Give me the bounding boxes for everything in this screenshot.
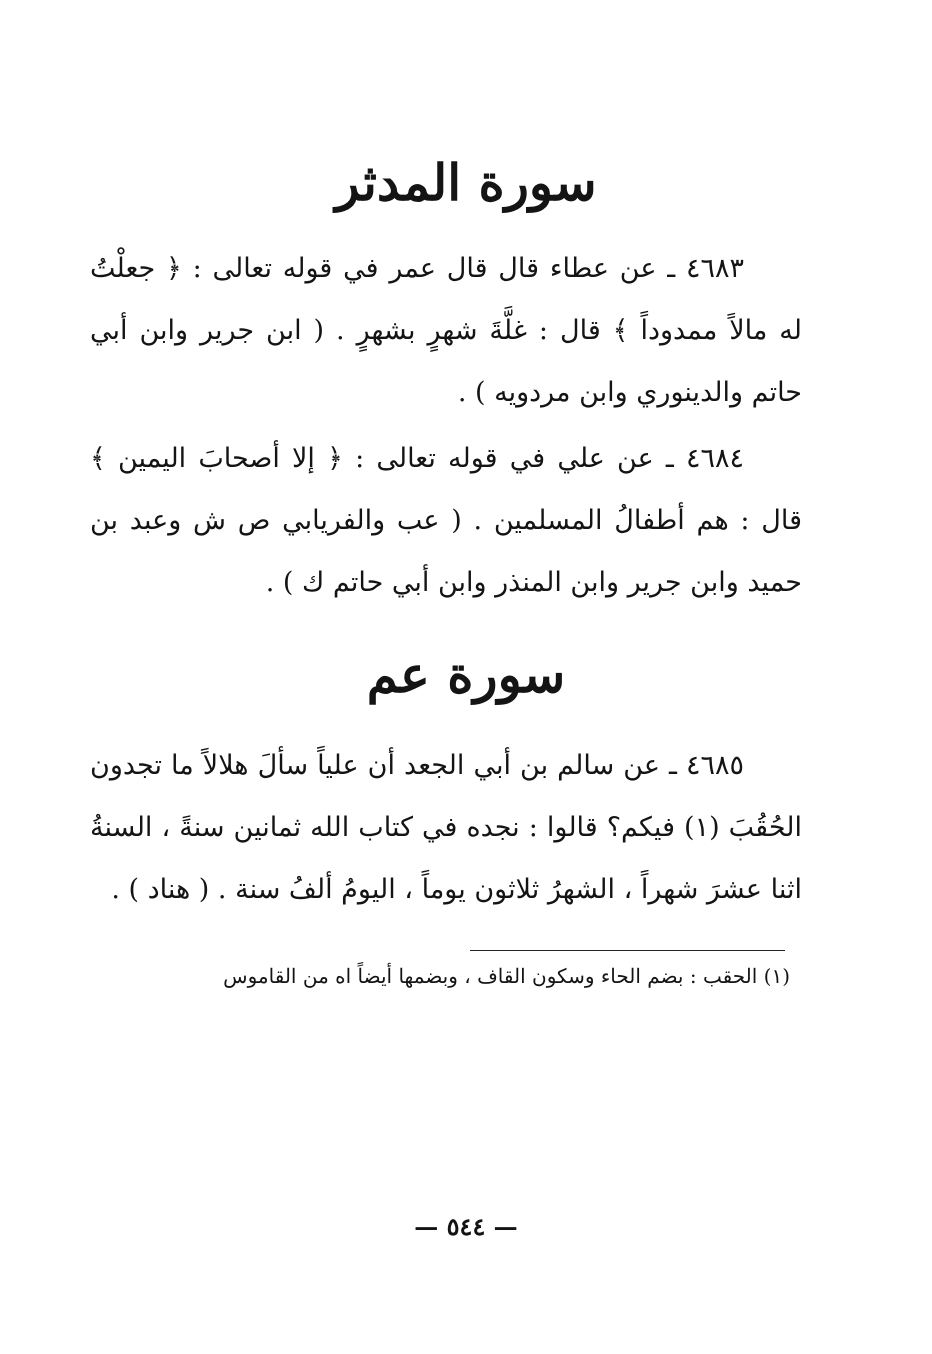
footnote-divider [470,950,785,951]
hadith-number: ٤٦٨٥ [686,750,745,781]
hadith-4683 [90,238,802,424]
hadith-number: ٤٦٨٤ [685,443,744,474]
page-number: — ٥٤٤ — [414,1212,518,1241]
surah-title-amma: سورة عم [366,645,566,704]
surah-title-al-muddaththir: سورة المدثر [335,153,597,212]
hadith-text: ـ عن علي في قوله تعالى : ﴿ إلا أصحابَ اليمين ﴾ قال : هم أطفالُ المسلمين . ( عب والفريابي ص ش وعبد بن حميد وابن جرير وابن المنذر وابن أبي حاتم ك ) . [90,443,802,598]
hadith-number: ٤٦٨٣ [685,253,744,284]
hadith-4684 [90,428,802,614]
footnote: (١) الحقب : بضم الحاء وسكون القاف ، وبضمها أيضاً اه من القاموس [223,964,790,988]
hadith-text: ـ عن سالم بن أبي الجعد أن علياً سألَ هلالاً ما تجدون الحُقُبَ (١) فيكم؟ قالوا : نجده في كتاب الله ثمانين سنةً ، السنةُ اثنا عشرَ شهراً ، الشهرُ ثلاثون يوماً ، اليومُ ألفُ سنة . ( هناد ) . [90,750,802,905]
hadith-4685 [90,735,802,921]
hadith-text: ـ عن عطاء قال قال عمر في قوله تعالى : ﴿ جعلْتُ له مالاً ممدوداً ﴾ قال : غلَّةَ شهرٍ بشهرٍ . ( ابن جرير وابن أبي حاتم والدينوري وابن مردويه ) . [90,253,802,408]
